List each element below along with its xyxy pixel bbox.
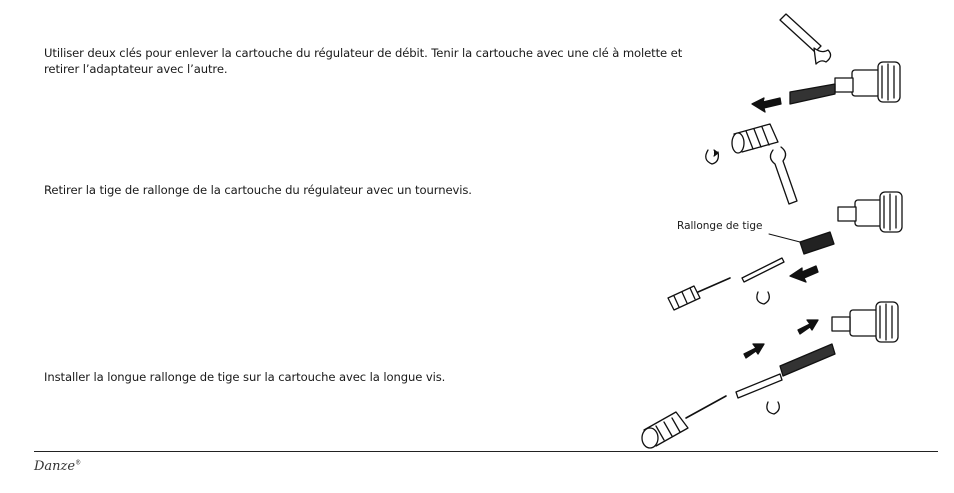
rotate-arrow-icon bbox=[757, 292, 769, 304]
rotate-arrow-icon bbox=[767, 402, 779, 414]
arrow-up-right-icon bbox=[744, 344, 764, 358]
screwdriver-icon bbox=[668, 278, 730, 310]
footer-divider bbox=[34, 451, 938, 452]
wrench-icon bbox=[780, 14, 831, 64]
instruction-step-1: Utiliser deux clés pour enlever la cartouche du régulateur de débit. Tenir la cartouche avec une clé à molette et retirer l’adaptateur avec l’autre. bbox=[44, 46, 683, 76]
long-screw-icon bbox=[736, 374, 782, 398]
stem-extension-icon bbox=[800, 232, 834, 254]
cartridge-body-icon bbox=[832, 302, 898, 342]
wrench-icon bbox=[770, 147, 797, 204]
instruction-step-2: Retirer la tige de rallonge de la cartouche du régulateur avec un tournevis. bbox=[44, 183, 472, 197]
registered-mark: ® bbox=[75, 459, 82, 467]
screwdriver-icon bbox=[642, 396, 726, 448]
instruction-step-3: Installer la longue rallonge de tige sur la cartouche avec la longue vis. bbox=[44, 370, 446, 384]
stem-extension-icon bbox=[780, 344, 835, 376]
cartridge-body-icon bbox=[790, 62, 900, 104]
arrow-up-right-icon bbox=[798, 320, 818, 334]
arrow-down-left-icon bbox=[790, 266, 818, 282]
brand-name: Danze bbox=[34, 459, 76, 474]
stem-extension-callout: Rallonge de tige bbox=[677, 220, 763, 232]
adapter-icon bbox=[732, 124, 778, 153]
long-screw-icon bbox=[742, 258, 784, 282]
arrow-left-icon bbox=[752, 98, 781, 112]
brand-logo bbox=[34, 459, 81, 474]
cartridge-body-icon bbox=[838, 192, 902, 232]
